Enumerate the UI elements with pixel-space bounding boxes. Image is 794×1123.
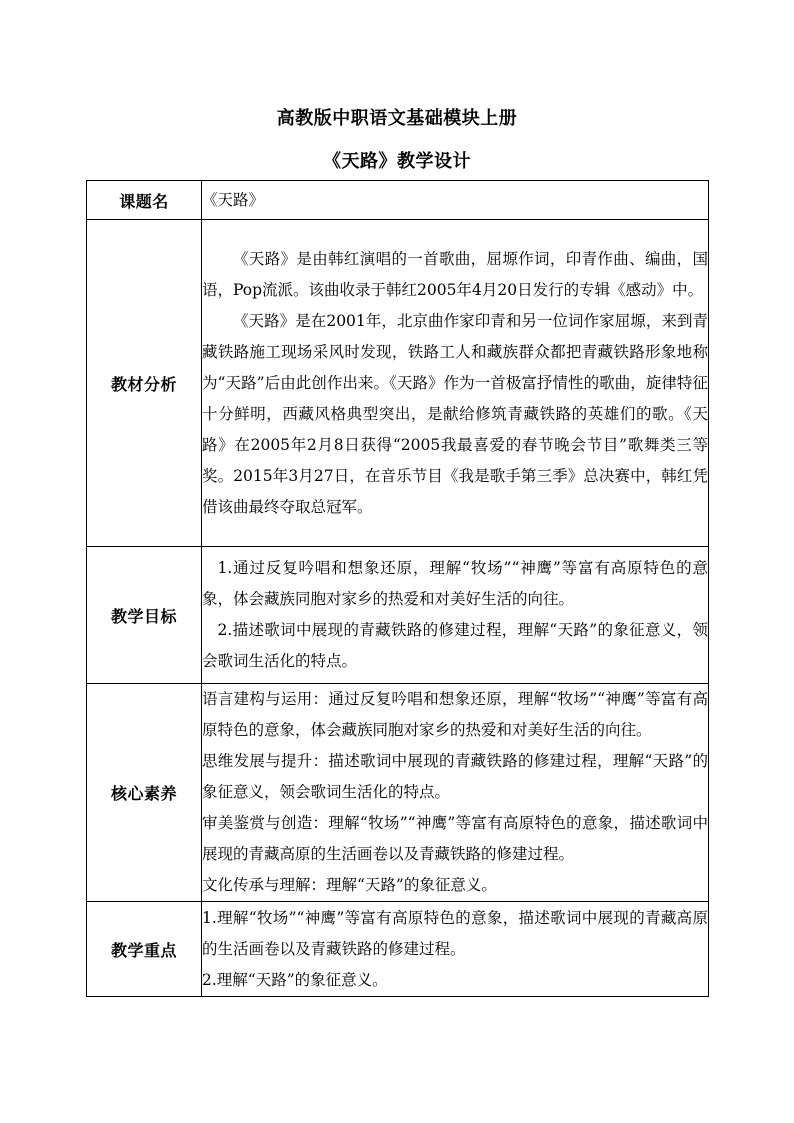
core-item: 审美鉴赏与创造：理解“牧场”“神鹰”等富有高原特色的意象，描述歌词中展现的青藏高原的生活画卷以及青藏铁路的修建过程。 [202, 814, 708, 863]
goals-content [202, 547, 709, 684]
table-row-core [87, 684, 709, 902]
document-subtitle: 《天路》教学设计 [323, 151, 471, 172]
table-row-topic [87, 181, 709, 220]
analysis-paragraph: 《天路》是由韩红演唱的一首歌曲，屈塬作词，印青作曲、编曲，国语，Pop流派。该曲收录于韩红2005年4月20日发行的专辑《感动》中。 [202, 249, 708, 299]
core-content [202, 684, 709, 902]
core-label: 核心素养 [87, 684, 202, 902]
core-item: 思维发展与提升：描述歌词中展现的青藏铁路的修建过程，理解“天路”的象征意义，领会歌词生活化的特点。 [202, 752, 708, 801]
table-row-analysis [87, 220, 709, 547]
core-item: 语言建构与运用：通过反复吟唱和想象还原，理解“牧场”“神鹰”等富有高原特色的意象，体会藏族同胞对家乡的热爱和对美好生活的向往。 [202, 690, 708, 739]
lesson-plan-table [86, 180, 709, 997]
core-item: 文化传承与理解：理解“天路”的象征意义。 [202, 876, 497, 894]
analysis-paragraph: 《天路》是在2001年，北京曲作家印青和另一位词作家屈塬，来到青藏铁路施工现场采风时发现，铁路工人和藏族群众都把青藏铁路形象地称为“天路”后由此创作出来。《天路》作为一首极富抒情性的歌曲，旋律特征十分鲜明，西藏风格典型突出，是献给修筑青藏铁路的英雄们的歌。《天路》在2005年2月8日获得“2005我最喜爱的春节晚会节目”歌舞类三等奖。2015年3月27日，在音乐节目《我是歌手第三季》总决赛中，韩红凭借该曲最终夺取总冠军。 [202, 311, 708, 516]
key-content [202, 902, 709, 997]
analysis-content [202, 220, 709, 547]
document-title: 高教版中职语文基础模块上册 [276, 108, 518, 129]
key-item: 1.理解“牧场”“神鹰”等富有高原特色的意象，描述歌词中展现的青藏高原的生活画卷以及青藏铁路的修建过程。 [202, 908, 708, 958]
goal-item: 1.通过反复吟唱和想象还原，理解“牧场”“神鹰”等富有高原特色的意象，体会藏族同胞对家乡的热爱和对美好生活的向往。 [202, 559, 708, 608]
topic-value: 《天路》 [202, 181, 709, 220]
topic-label: 课题名 [87, 181, 202, 220]
goal-item: 2.描述歌词中展现的青藏铁路的修建过程，理解“天路”的象征意义，领会歌词生活化的特点。 [202, 621, 708, 670]
key-label: 教学重点 [87, 902, 202, 997]
goals-label: 教学目标 [87, 547, 202, 684]
analysis-label: 教材分析 [87, 220, 202, 547]
key-item: 2.理解“天路”的象征意义。 [202, 970, 388, 989]
table-row-goals [87, 547, 709, 684]
table-row-key [87, 902, 709, 997]
